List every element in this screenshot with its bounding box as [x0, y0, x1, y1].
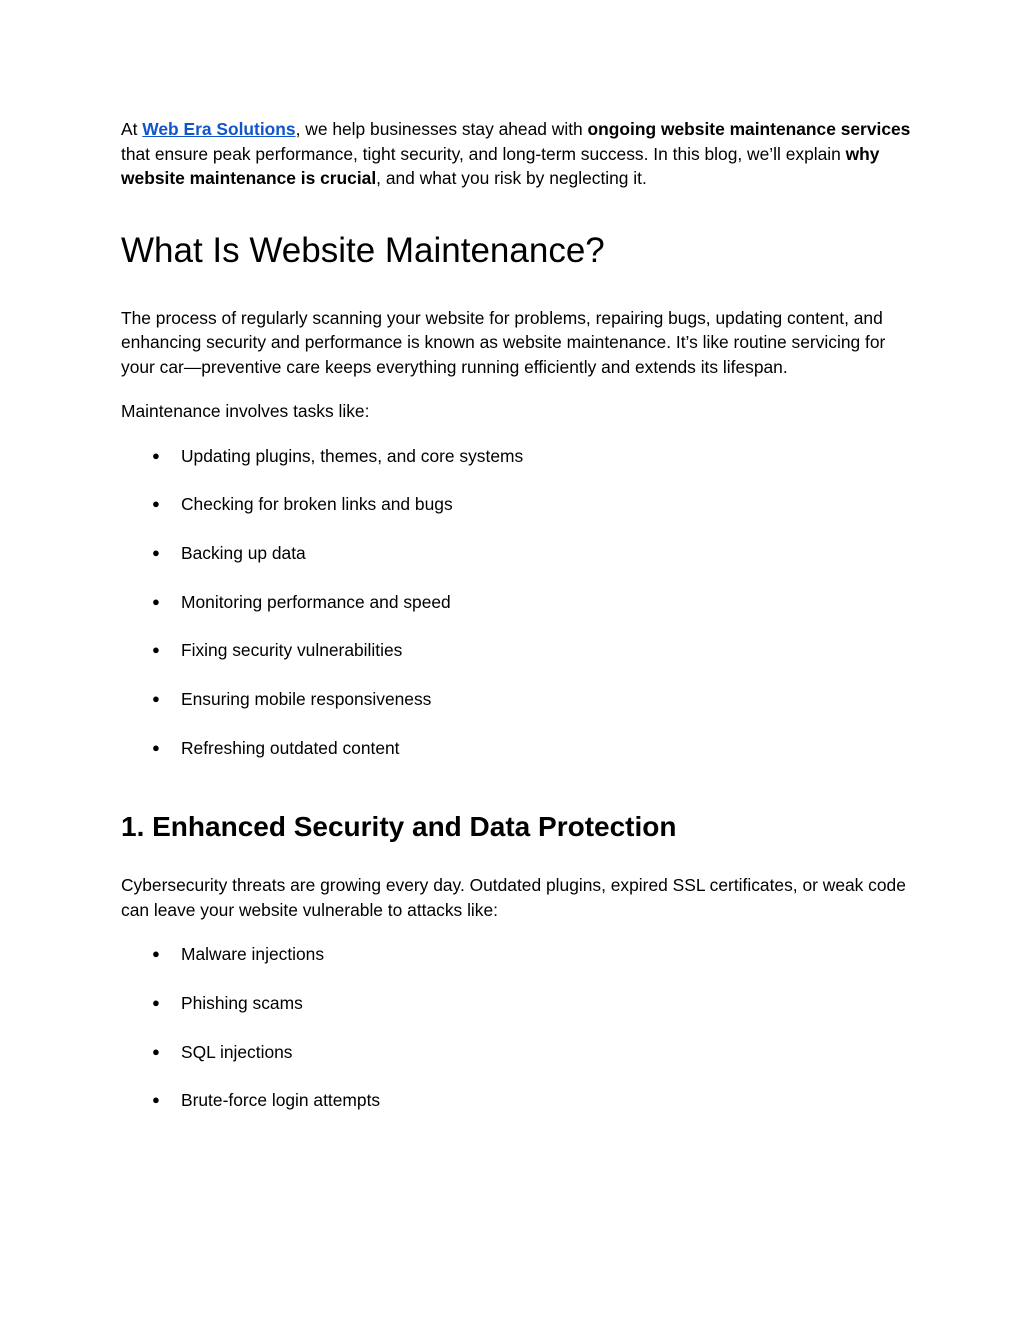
bullet-icon: ●: [152, 593, 160, 609]
list-item: [121, 590, 911, 615]
list-item-text: Fixing security vulnerabilities: [181, 640, 403, 661]
list-item-text: SQL injections: [181, 1041, 293, 1062]
web-era-solutions-link[interactable]: Web Era Solutions: [142, 119, 296, 139]
bullet-icon: ●: [152, 1092, 160, 1108]
list-item: [121, 444, 911, 469]
list-item: [121, 736, 911, 761]
intro-text-1: At: [121, 119, 143, 139]
intro-text-4: , and what you risk by neglecting it.: [376, 168, 647, 188]
bullet-icon: ●: [152, 544, 160, 560]
list-item-text: Checking for broken links and bugs: [181, 494, 453, 515]
list-item-text: Updating plugins, themes, and core systems: [181, 445, 524, 466]
list-item: [121, 942, 911, 967]
intro-text-3: that ensure peak performance, tight security, and long-term success. In this blog, we’ll explain: [121, 143, 846, 164]
bullet-icon: ●: [152, 642, 160, 658]
list-item-text: Monitoring performance and speed: [181, 591, 451, 612]
list-item-text: Malware injections: [181, 944, 325, 965]
list-item: [121, 492, 911, 517]
list-item: [121, 687, 911, 712]
list-item: [121, 1088, 911, 1113]
heading-what-is-maintenance: What Is Website Maintenance?: [121, 230, 605, 270]
list-item-text: Phishing scams: [181, 992, 303, 1013]
attack-types-list: [121, 942, 911, 1113]
list-item-text: Refreshing outdated content: [181, 737, 400, 758]
bullet-icon: ●: [152, 994, 160, 1010]
intro-bold-2: why website maintenance is crucial: [121, 143, 880, 188]
intro-paragraph: [121, 117, 911, 191]
maintenance-description-paragraph: The process of regularly scanning your website for problems, repairing bugs, updating content, and enhancing security and performance is known as website maintenance. It’s like routine servicing for your car—preventive care keeps everything running efficiently and extends its lifespan.: [121, 307, 886, 377]
tasks-intro-paragraph: Maintenance involves tasks like:: [121, 401, 370, 421]
bullet-icon: ●: [152, 690, 160, 706]
bullet-icon: ●: [152, 447, 160, 463]
intro-bold-1: ongoing website maintenance services: [587, 119, 911, 139]
bullet-icon: ●: [152, 739, 160, 755]
document-page: [121, 117, 911, 1113]
list-item-text: Ensuring mobile responsiveness: [181, 688, 432, 709]
list-item: [121, 1040, 911, 1065]
list-item: [121, 638, 911, 663]
bullet-icon: ●: [152, 496, 160, 512]
bullet-icon: ●: [152, 946, 160, 962]
list-item: [121, 541, 911, 566]
maintenance-tasks-list: [121, 444, 911, 761]
list-item: [121, 991, 911, 1016]
intro-text-2: , we help businesses stay ahead with: [295, 119, 588, 139]
list-item-text: Backing up data: [181, 542, 306, 563]
bullet-icon: ●: [152, 1043, 160, 1059]
list-item-text: Brute-force login attempts: [181, 1090, 381, 1111]
security-threats-paragraph: Cybersecurity threats are growing every day. Outdated plugins, expired SSL certificates, or weak code can leave your website vulnerable to attacks like:: [121, 875, 906, 920]
heading-security-section: 1. Enhanced Security and Data Protection: [121, 811, 677, 843]
